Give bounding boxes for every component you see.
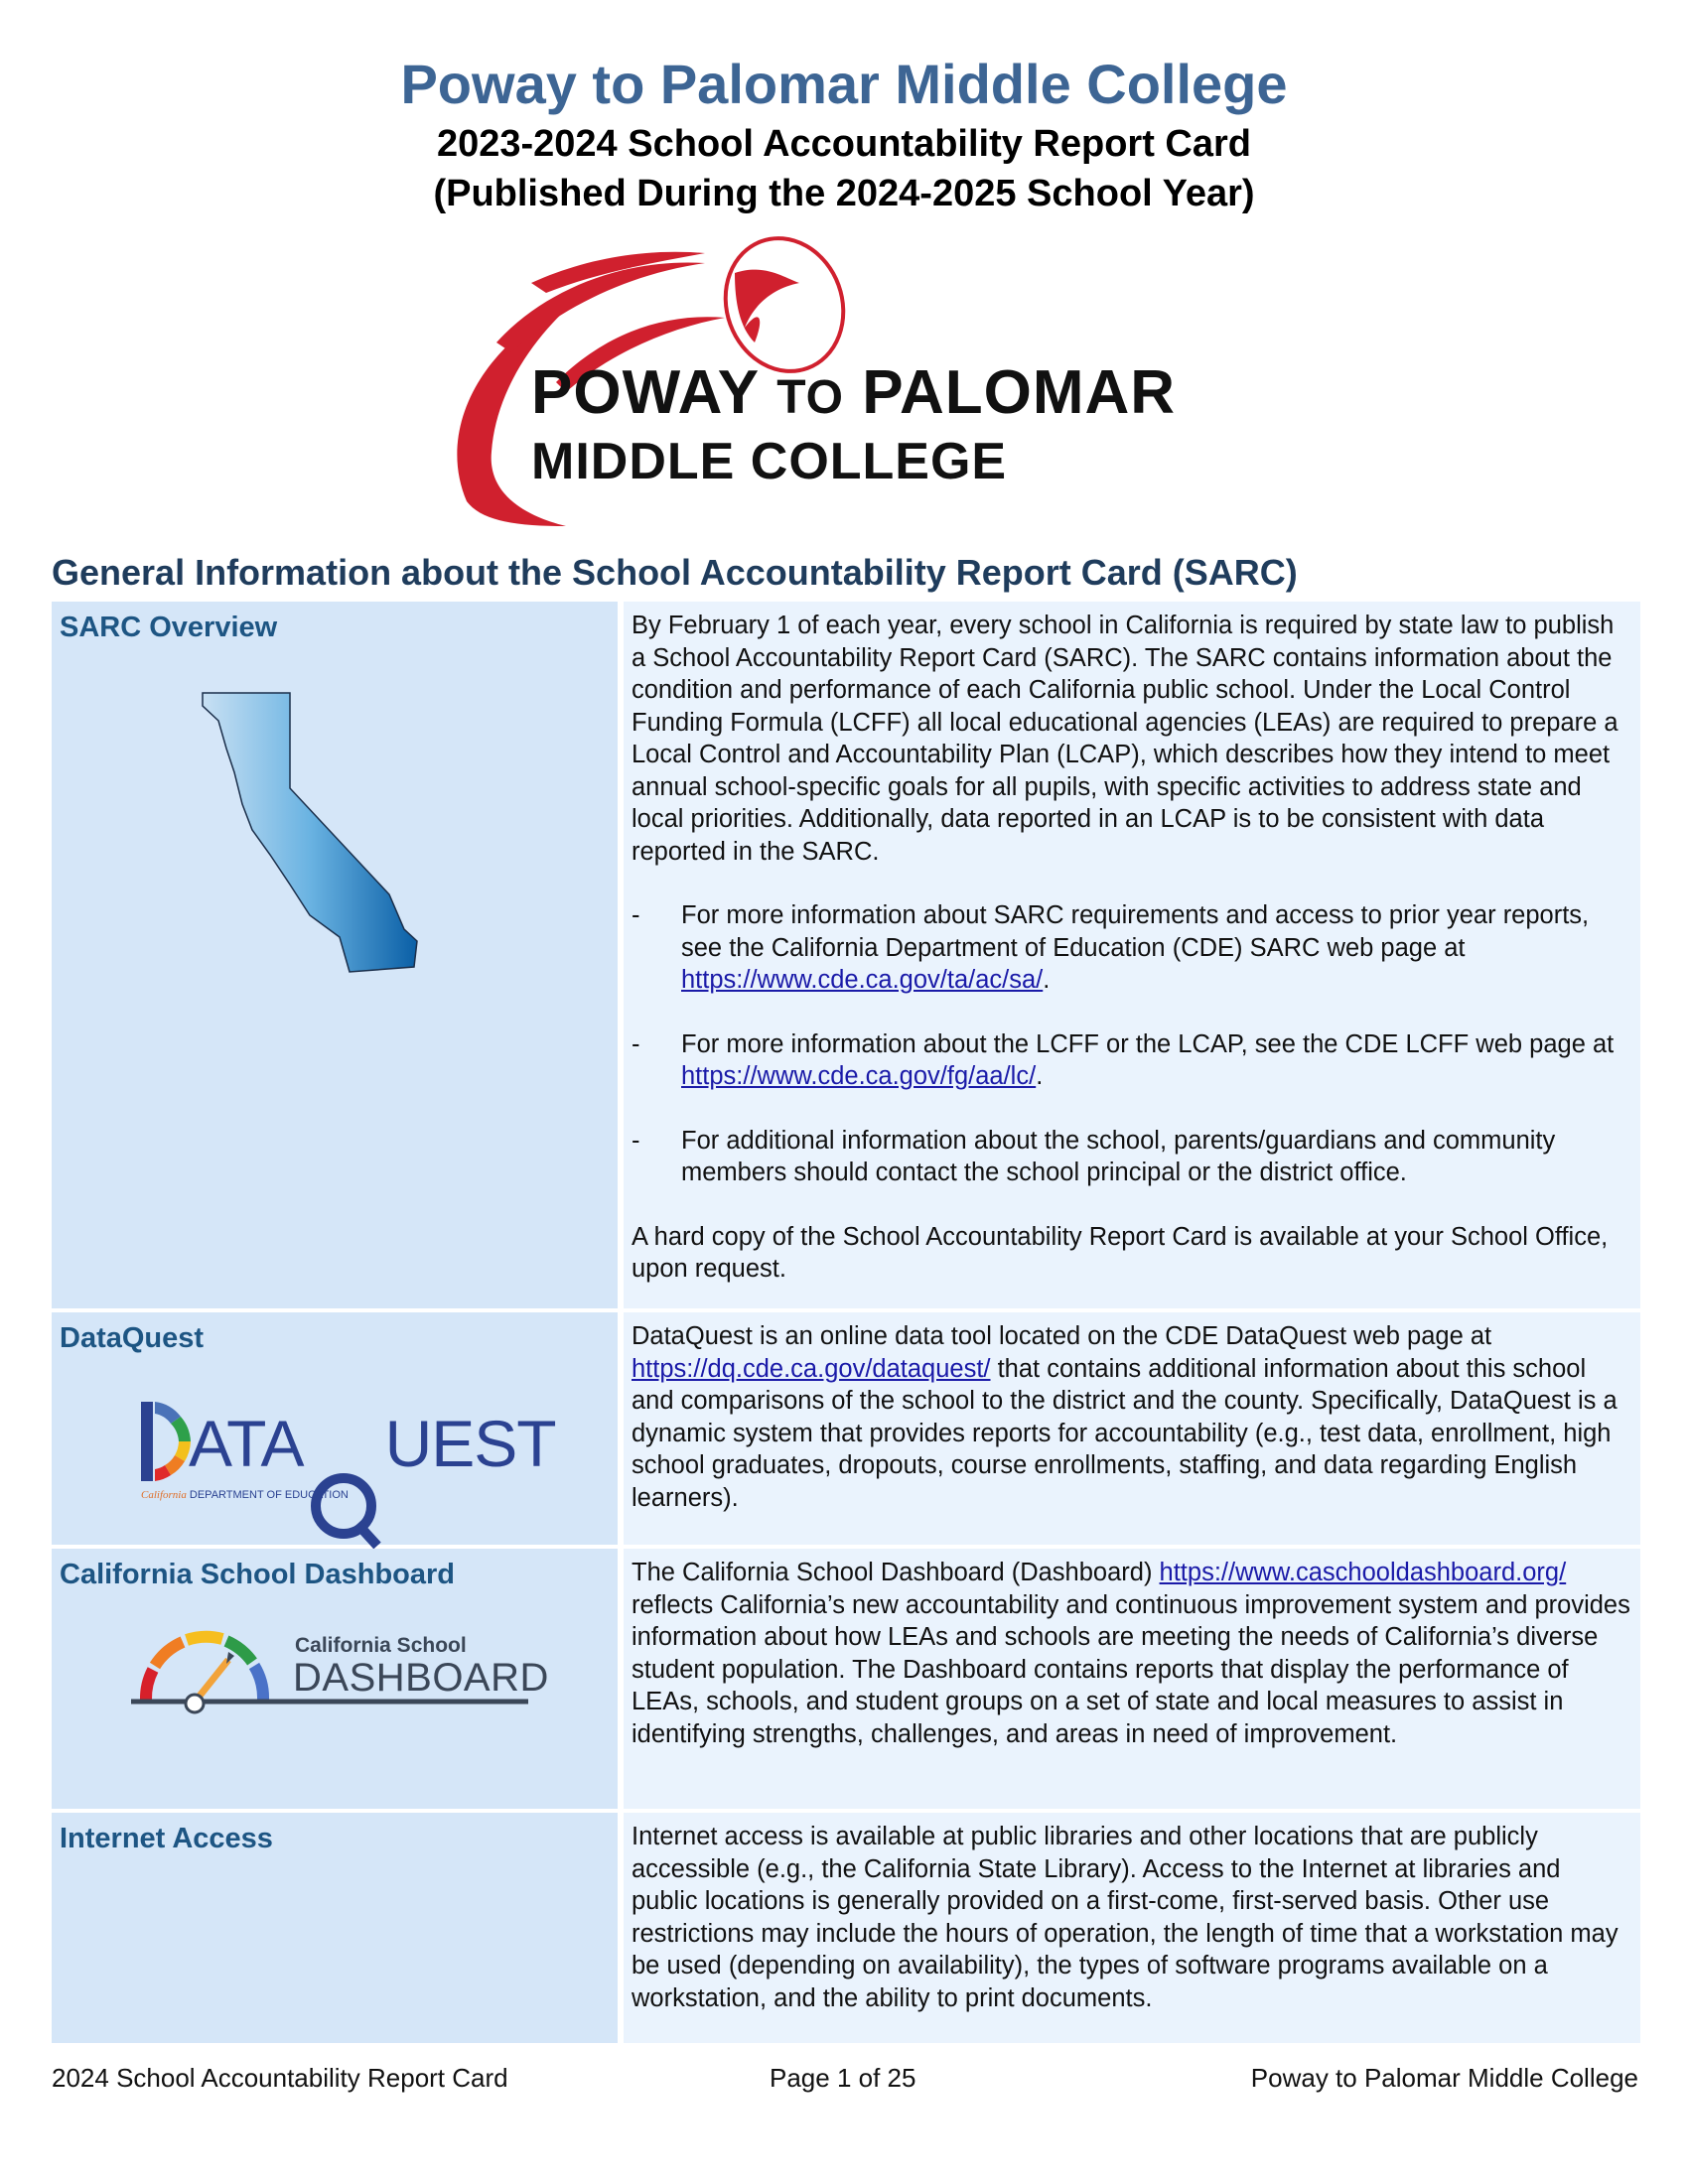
sarc-webpage-link[interactable]: https://www.cde.ca.gov/ta/ac/sa/ (681, 966, 1044, 994)
published-note: (Published During the 2024-2025 School Year) (433, 173, 1255, 214)
internet-access-content-cell (624, 1813, 1640, 2043)
dataquest-content-cell (624, 1312, 1640, 1545)
internet-access-description: Internet access is available at public libraries and other locations that are publicly accessible (e.g., the California State Library). Access to the Internet at libraries and public locations is generally provided on a first-come, first-served basis. Other use restrictions may include the hours of operation, the length of time that a workstation may be used (depending on availability), the types of software programs available on a workstation, and the ability to print documents. (632, 1823, 1618, 2012)
dataquest-row (52, 1312, 1640, 1545)
dataquest-label-cell (52, 1312, 618, 1545)
dataquest-link[interactable]: https://dq.cde.ca.gov/dataquest/ (632, 1354, 991, 1383)
logo-wordmark-line1: POWAY TO PALOMAR (531, 358, 1177, 427)
internet-access-row (52, 1813, 1640, 2043)
dashboard-logo-line2: DASHBOARD (293, 1656, 549, 1700)
sarc-overview-content-cell (624, 602, 1640, 1308)
sarc-overview-label: SARC Overview (60, 612, 278, 643)
dashboard-row (52, 1549, 1640, 1809)
internet-access-label: Internet Access (60, 1823, 273, 1854)
sarc-overview-intro: By February 1 of each year, every school in California is required by state law to publish a School Accountability Report Card (SARC). The SARC contains information about the condition and performance of each California public school. Under the Local Control Funding Formula (LCFF) all local educational agencies (LEAs) are required to prepare a Local Control and Accountability Plan (LCAP), which describes how they intend to meet annual school-specific goals for all pupils, with specific activities to address state and local priorities. Additionally, data reported in an LCAP is to be consistent with data reported in the SARC. (632, 612, 1618, 866)
footer-school-name: Poway to Palomar Middle College (1250, 2063, 1638, 2093)
magnifier-q-icon (306, 1470, 387, 1550)
bullet-sarc-requirements: - For more information about SARC requirements and access to prior year reports, see the California Department of Education (CDE) SARC web page at https://www.cde.ca.gov/ta/ac/sa/. (632, 901, 1590, 994)
footer-page-number: Page 1 of 25 (770, 2063, 916, 2093)
dashboard-link[interactable]: https://www.caschooldashboard.org/ (1159, 1559, 1567, 1586)
hard-copy-note: A hard copy of the School Accountability Report Card is available at your School Office, upon request. (632, 1222, 1609, 1283)
dataquest-label: DataQuest (60, 1322, 205, 1354)
dataquest-logo (141, 1402, 556, 1511)
california-map-icon (191, 681, 469, 979)
dataquest-d-letter-icon (141, 1402, 193, 1481)
dashboard-logo-line1: California School (295, 1634, 467, 1657)
internet-access-label-cell (52, 1813, 618, 2043)
report-title: 2023-2024 School Accountability Report Card (436, 123, 1252, 165)
sarc-overview-row (52, 602, 1640, 1308)
dashboard-label: California School Dashboard (60, 1559, 455, 1590)
bullet-lcff-lcap: - For more information about the LCFF or the LCAP, see the CDE LCFF web page at https://www.cde.ca.gov/fg/aa/lc/. (632, 1029, 1615, 1090)
logo-wordmark-line2: MIDDLE COLLEGE (531, 433, 1008, 490)
sarc-overview-label-cell (52, 602, 618, 1308)
school-name-title: Poway to Palomar Middle College (400, 53, 1288, 115)
dashboard-description: The California School Dashboard (Dashboard) https://www.caschooldashboard.org/ reflects California’s new accountability and continuous improvement system and provides information about how LEAs and schools are meeting the needs of California’s diverse student population. The Dashboard contains reports that display the performance of LEAs, schools, and student groups on a set of state and local measures to assist in identifying strengths, challenges, and areas in need of improvement. (632, 1559, 1630, 1748)
cde-wordmark: California DEPARTMENT OF EDUCATION (141, 1489, 349, 1501)
dataquest-description: DataQuest is an online data tool located on the CDE DataQuest web page at https://dq.cde.ca.gov/dataquest/ that contains additional information about this school and comparisons of the school to the district and the county. Specifically, DataQuest is a dynamic system that provides reports for accountability (e.g., test data, enrollment, high school graduates, dropouts, course enrollments, staffing, and data regarding English learners). (632, 1322, 1618, 1512)
dashboard-logo (131, 1618, 548, 1717)
section-heading: General Information about the School Accountability Report Card (SARC) (52, 552, 1298, 593)
dashboard-content-cell (624, 1549, 1640, 1809)
footer-report-name: 2024 School Accountability Report Card (52, 2063, 508, 2093)
lcff-webpage-link[interactable]: https://www.cde.ca.gov/fg/aa/lc/ (681, 1062, 1037, 1090)
dataquest-wordmark: ATA UEST (189, 1404, 556, 1483)
dashboard-label-cell (52, 1549, 618, 1809)
bullet-contact-school: - For additional information about the school, parents/guardians and community members should contact the school principal or the district office. (632, 1126, 1556, 1186)
